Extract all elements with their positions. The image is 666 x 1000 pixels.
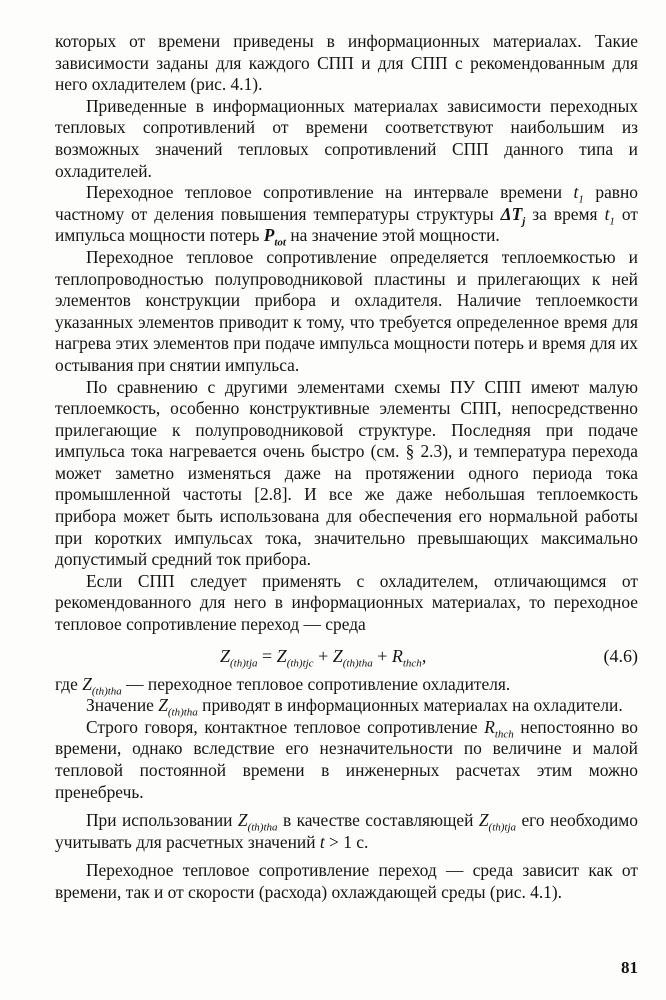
paragraph-2: Приведенные в информационных материалах зависимости переходных тепловых сопротивлений от времени соответствуют наибольшим из возможных значений тепловых сопротивлений СПП данного типа и охладителей.: [55, 95, 638, 181]
formula-expression: $Z_{(th)tja} = Z_{(th)tjc} + Z_{(th)tha} + R_{thch}$,: [220, 645, 427, 670]
paragraph-6: Если СПП следует применять с охладителем, отличающимся от рекомендованного для него в информационных материалах, то переходное тепловое сопротивление переход — среда: [55, 570, 638, 635]
page-body: [55, 31, 638, 904]
paragraph-final: Переходное тепловое сопротивление переход — среда зависит как от времени, так и от скорости (расхода) охлаждающей среды (рис. 4.1).: [55, 860, 638, 902]
paragraph-3: Переходное тепловое сопротивление на интервале времени $t_1$ равно частному от деления повышения температуры структуры $\Delta T_j$ за время $t_1$ от импульса мощности потерь $P_{tot}$ на значение этой мощности.: [55, 182, 638, 249]
paragraph-5: По сравнению с другими элементами схемы ПУ СПП имеют малую теплоемкость, особенно конструктивные элементы СПП, непосредственно прилегающие к полупроводниковой структуре. Последняя при подаче импульса тока нагревается очень быстро (см. § 2.3), и температура перехода может заметно изменяться даже на протяжении одного периода тока промышленной частоты [2.8]. И все же даже небольшая теплоемкость прибора может быть использована для обеспечения его нормальной работы при коротких импульсах тока, значительно превышающих максимально допустимый средний ток прибора.: [55, 376, 638, 570]
paragraph-1: которых от времени приведены в информационных материалах. Такие зависимости заданы для каждого СПП и для СПП с рекомендованным для него охладителем (рис. 4.1).: [55, 31, 638, 95]
paragraph-strict: Строго говоря, контактное тепловое сопротивление $R_{thch}$ непостоянно во времени, однако вследствие его незначительности по величине и малой тепловой постоянной времени в инженерных расчетах этим можно пренебречь.: [55, 716, 638, 802]
paragraph-use: При использовании $Z_{(th)tha}$ в качестве составляющей $Z_{(th)tja}$ его необходимо учитывать для расчетных значений t > 1 с.: [55, 810, 638, 852]
page-number: 81: [621, 958, 638, 977]
paragraph-4: Переходное тепловое сопротивление определяется теплоемкостью и теплопроводностью полупроводниковой пластины и прилегающих к ней элементов конструкции прибора и охладителя. Наличие теплоемкости указанных элементов приводит к тому, что требуется определенное время для нагрева этих элементов при подаче импульса мощности потерь и время для их остывания при снятии импульса.: [55, 246, 638, 375]
formula-4-6: [55, 642, 638, 672]
where-line: где $Z_{(th)tha}$ — переходное тепловое сопротивление охладителя.: [55, 673, 511, 698]
paragraph-value: Значение $Z_{(th)tha}$ приводят в информационных материалах на охладители.: [86, 695, 623, 719]
formula-number: (4.6): [603, 645, 638, 666]
